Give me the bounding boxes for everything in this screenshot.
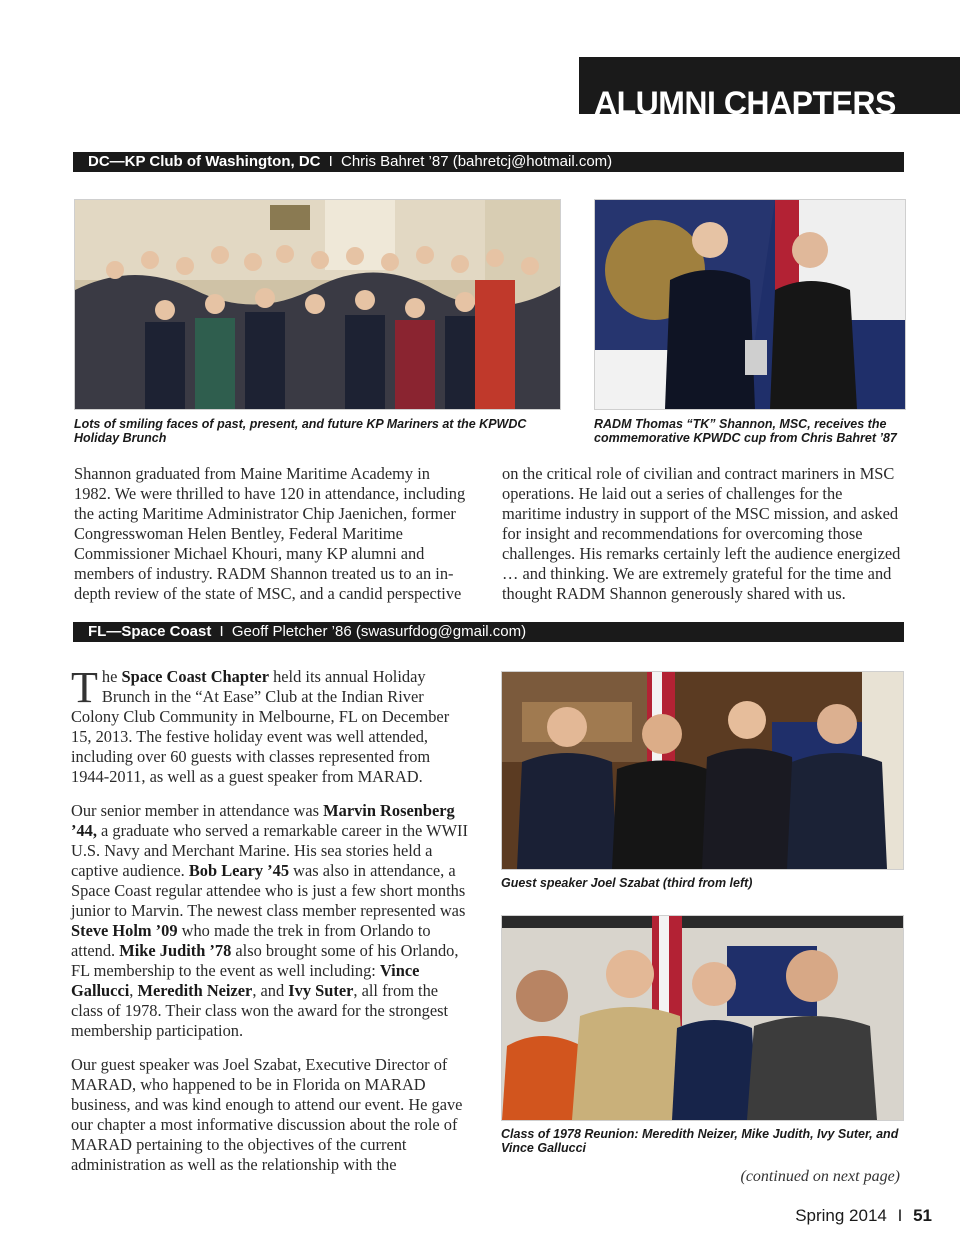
member-name: Mike Judith ’78 [119, 941, 232, 960]
section-header [579, 57, 960, 121]
member-name: Bob Leary ’45 [188, 861, 290, 880]
fl-chapter-name: FL—Space Coast [88, 623, 212, 640]
dc-body-col1 [74, 464, 469, 604]
dc-chapter-separator: I [328, 153, 333, 170]
text-run: , [129, 981, 138, 1000]
dc-paragraph-2: on the critical role of civilian and contract mariners in MSC operations. He laid out a series of challenges for the maritime industry in support of the MSC mission, and asked for insight and recommendations for overcoming those challenges. His remarks certainly left the audience energized … and thinking. We are extremely grateful for the time and thought RADM Shannon generously shared with us. [502, 464, 901, 603]
fl-paragraph-1 [71, 663, 469, 787]
dc-group-photo [74, 199, 561, 410]
dc-paragraph-1: Shannon graduated from Maine Maritime Academy in 1982. We were thrilled to have 120 in attendance, including the acting Maritime Administrator Chip Jaenichen, former Congresswoman Helen Bentley, Federal Maritime Commissioner Michael Khouri, many KP alumni and members of industry. RADM Shannon treated us to an in-depth review of the state of MSC, and a candid perspective [74, 464, 466, 603]
fl-body [71, 663, 469, 1175]
drop-cap: T [71, 663, 98, 712]
page-number: 51 [913, 1206, 932, 1225]
member-name: Steve Holm ’09 [71, 921, 178, 940]
dc-body-col2 [502, 464, 902, 604]
fl-chapter-contact: Geoff Pletcher ’86 (swasurfdog@gmail.com) [231, 623, 527, 640]
fl-chapter-separator: I [219, 623, 224, 640]
text-run: he [101, 667, 122, 686]
member-name: Marvin Rosenberg ’44, [71, 801, 455, 840]
fl-reunion-photo [501, 915, 904, 1121]
dc-chapter-bar [73, 152, 904, 172]
text-run: who made the trek in from Orlando to attend. [71, 921, 431, 960]
issue-label: Spring 2014 [795, 1206, 887, 1225]
member-name: Ivy Suter [288, 981, 354, 1000]
dc-award-photo [594, 199, 906, 410]
fl-speaker-photo [501, 671, 904, 870]
text-run: held its annual Holiday Brunch in the “At Ease” Club at the Indian River Colony Club Community in Melbourne, FL on December 15, 2013. The festive holiday event was well attended, including over 60 guests with classes represented from 1944-2011, as well as a guest speaker from MARAD. [71, 667, 450, 786]
section-title: ALUMNI CHAPTERS [594, 85, 896, 121]
member-name: Meredith Neizer [137, 981, 253, 1000]
fl-reunion-photo-caption: Class of 1978 Reunion: Meredith Neizer, Mike Judith, Ivy Suter, and Vince Gallucci [501, 1127, 899, 1155]
member-name: Vince Gallucci [71, 961, 420, 1000]
text-run: , and [252, 981, 289, 1000]
page-footer [740, 1206, 932, 1226]
dc-chapter-name: DC—KP Club of Washington, DC [88, 153, 321, 170]
text-run: a graduate who served a remarkable career in the WWII U.S. Navy and Merchant Marine. His sea stories held a captive audience. [71, 821, 468, 880]
fl-chapter-bar [73, 622, 904, 642]
dc-chapter-contact: Chris Bahret ’87 (bahretcj@hotmail.com) [341, 153, 613, 170]
dc-award-photo-caption: RADM Thomas “TK” Shannon, MSC, receives the commemorative KPWDC cup from Chris Bahret ’87 [594, 417, 897, 445]
fl-speaker-photo-caption: Guest speaker Joel Szabat (third from left) [501, 876, 753, 890]
fl-paragraph-2 [71, 801, 469, 1041]
fl-paragraph-3: Our guest speaker was Joel Szabat, Executive Director of MARAD, who happened to be in Florida on MARAD business, and was kind enough to attend our event. He gave our chapter a most informative discussion about the role of MARAD pertaining to the objectives of the current administration as well as the relationship with the [71, 1055, 463, 1174]
text-run: Our senior member in attendance was [71, 801, 324, 820]
text-run: , all from the class of 1978. Their class won the award for the strongest membership participation. [71, 981, 449, 1040]
footer-separator: I [897, 1206, 903, 1225]
dc-group-photo-caption: Lots of smiling faces of past, present, and future KP Mariners at the KPWDC Holiday Brunch [74, 417, 527, 445]
text-run: also brought some of his Orlando, FL membership to the event as well including: [71, 941, 459, 980]
text-run: was also in attendance, a Space Coast regular attendee who is just a few short months junior to Marvin. The newest class member represented was [71, 861, 466, 920]
chapter-name-bold: Space Coast Chapter [121, 667, 269, 686]
continued-note: (continued on next page) [740, 1168, 900, 1185]
